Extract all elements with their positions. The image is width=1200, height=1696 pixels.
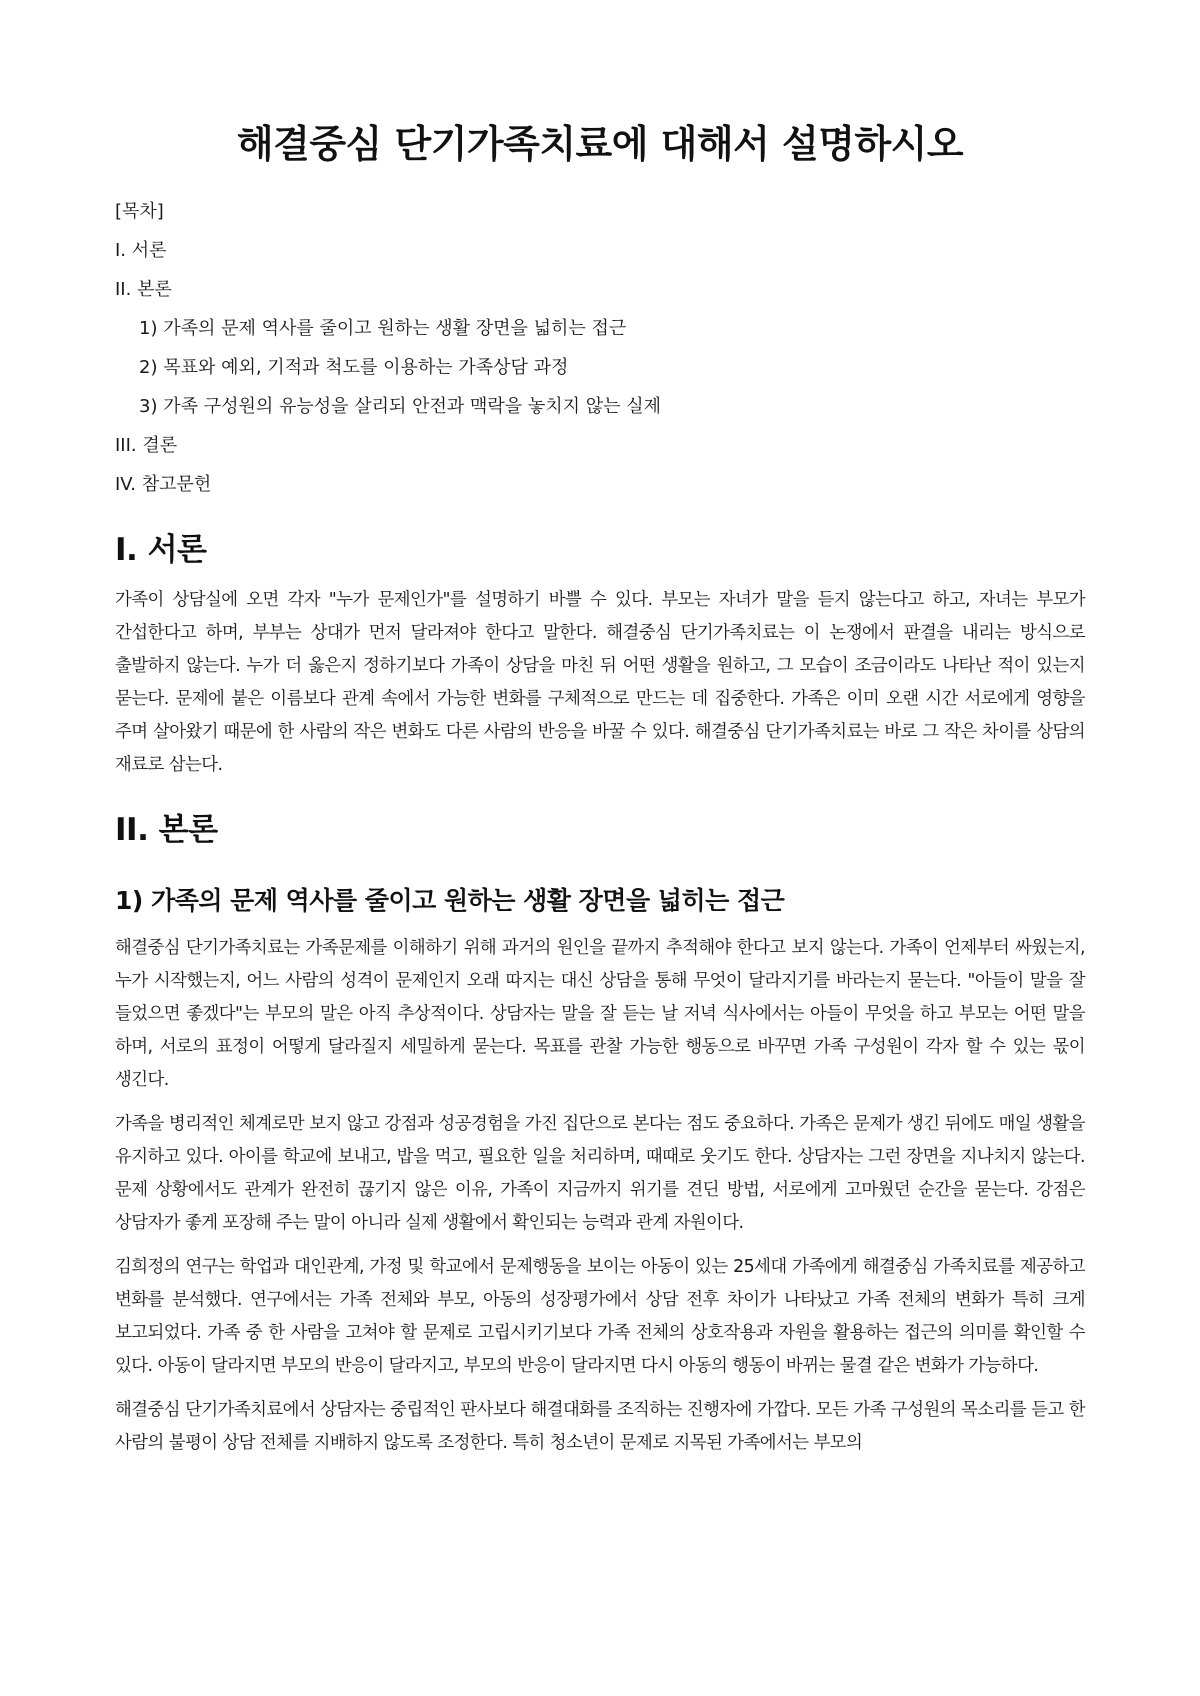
toc-item: IV. 참고문헌	[115, 474, 212, 495]
table-of-contents	[115, 192, 1085, 504]
toc-heading: [목차]	[115, 201, 164, 222]
section-heading-body: II. 본론	[115, 812, 218, 848]
intro-paragraph: 가족이 상담실에 오면 각자 "누가 문제인가"를 설명하기 바쁠 수 있다. 부모는 자녀가 말을 듣지 않는다고 하고, 자녀는 부모가 간섭한다고 하며, 부부는 상대가 먼저 달라져야 한다고 말한다. 해결중심 단기가족치료는 이 논쟁에서 판결을 내리는 방식으로 출발하지 않는다. 누가 더 옳은지 정하기보다 가족이 상담을 마친 뒤 어떤 생활을 원하고, 그 모습이 조금이라도 나타난 적이 있는지 묻는다. 문제에 붙은 이름보다 관계 속에서 가능한 변화를 구체적으로 만드는 데 집중한다. 가족은 이미 오랜 시간 서로에게 영향을 주며 살아왔기 때문에 한 사람의 작은 변화도 다른 사람의 반응을 바꿀 수 있다. 해결중심 단기가족치료는 바로 그 작은 차이를 상담의 재료로 삼는다.	[115, 590, 1085, 775]
body-paragraph: 해결중심 단기가족치료에서 상담자는 중립적인 판사보다 해결대화를 조직하는 진행자에 가깝다. 모든 가족 구성원의 목소리를 듣고 한 사람의 불평이 상담 전체를 지배하지 않도록 조정한다. 특히 청소년이 문제로 지목된 가족에서는 부모의	[115, 1400, 1085, 1453]
section-heading-intro: I. 서론	[115, 532, 207, 568]
toc-item: I. 서론	[115, 240, 167, 261]
toc-subitem: 3) 가족 구성원의 유능성을 살리되 안전과 맥락을 놓치지 않는 실제	[139, 396, 662, 417]
subsection-heading-1: 1) 가족의 문제 역사를 줄이고 원하는 생활 장면을 넓히는 접근	[115, 886, 785, 915]
document-title: 해결중심 단기가족치료에 대해서 설명하시오	[236, 122, 964, 166]
toc-item: III. 결론	[115, 435, 178, 456]
toc-subitem: 2) 목표와 예외, 기적과 척도를 이용하는 가족상담 과정	[139, 357, 569, 378]
body-paragraph: 김희정의 연구는 학업과 대인관계, 가정 및 학교에서 문제행동을 보이는 아동이 있는 25세대 가족에게 해결중심 가족치료를 제공하고 변화를 분석했다. 연구에서는 가족 전체와 부모, 아동의 성장평가에서 상담 전후 차이가 나타났고 가족 전체의 변화가 특히 크게 보고되었다. 가족 중 한 사람을 고쳐야 할 문제로 고립시키기보다 가족 전체의 상호작용과 자원을 활용하는 접근의 의미를 확인할 수 있다. 아동이 달라지면 부모의 반응이 달라지고, 부모의 반응이 달라지면 다시 아동의 행동이 바뀌는 물결 같은 변화가 가능하다.	[115, 1257, 1085, 1376]
toc-item: II. 본론	[115, 279, 172, 300]
body-paragraph: 해결중심 단기가족치료는 가족문제를 이해하기 위해 과거의 원인을 끝까지 추적해야 한다고 보지 않는다. 가족이 언제부터 싸웠는지, 누가 시작했는지, 어느 사람의 성격이 문제인지 오래 따지는 대신 상담을 통해 무엇이 달라지기를 바라는지 묻는다. "아들이 말을 잘 들었으면 좋겠다"는 부모의 말은 아직 추상적이다. 상담자는 말을 잘 듣는 날 저녁 식사에서는 아들이 무엇을 하고 부모는 어떤 말을 하며, 서로의 표정이 어떻게 달라질지 세밀하게 묻는다. 목표를 관찰 가능한 행동으로 바꾸면 가족 구성원이 각자 할 수 있는 몫이 생긴다.	[115, 938, 1085, 1090]
toc-subitem: 1) 가족의 문제 역사를 줄이고 원하는 생활 장면을 넓히는 접근	[139, 318, 627, 339]
body-paragraph: 가족을 병리적인 체계로만 보지 않고 강점과 성공경험을 가진 집단으로 본다는 점도 중요하다. 가족은 문제가 생긴 뒤에도 매일 생활을 유지하고 있다. 아이를 학교에 보내고, 밥을 먹고, 필요한 일을 처리하며, 때때로 웃기도 한다. 상담자는 그런 장면을 지나치지 않는다. 문제 상황에서도 관계가 완전히 끊기지 않은 이유, 가족이 지금까지 위기를 견딘 방법, 서로에게 고마웠던 순간을 묻는다. 강점은 상담자가 좋게 포장해 주는 말이 아니라 실제 생활에서 확인되는 능력과 관계 자원이다.	[115, 1114, 1085, 1233]
